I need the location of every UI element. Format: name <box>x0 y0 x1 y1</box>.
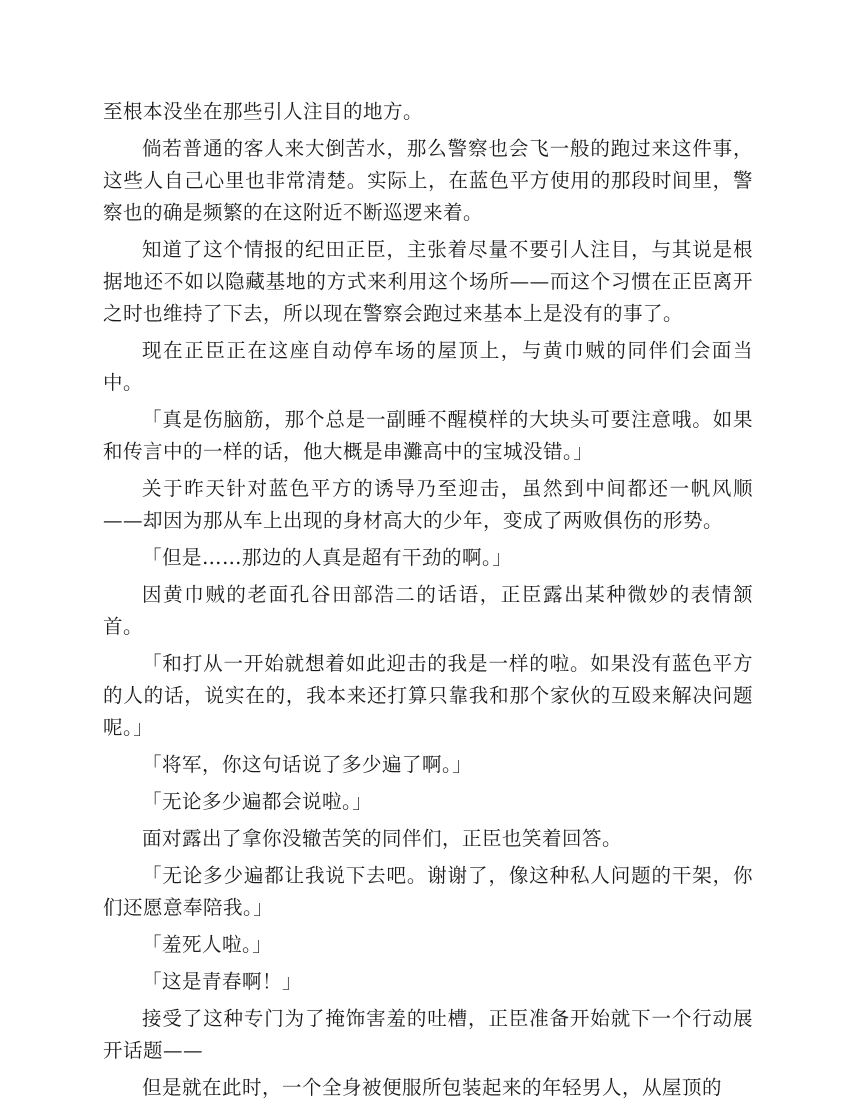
dialogue-paragraph: 「无论多少遍都让我说下去吧。谢谢了，像这种私人问题的干架，你们还愿意奉陪我。」 <box>103 864 753 919</box>
dialogue-paragraph: 「真是伤脑筋，那个总是一副睡不醒模样的大块头可要注意哦。如果和传言中的一样的话，他大概是串灘高中的宝城没错。」 <box>103 408 753 463</box>
paragraph: 知道了这个情报的纪田正臣，主张着尽量不要引人注目，与其说是根据地还不如以隐藏基地的方式来利用这个场所——而这个习惯在正臣离开之时也维持了下去，所以现在警察会跑过来基本上是没有的事了。 <box>103 238 753 325</box>
paragraph: 但是就在此时，一个全身被便服所包装起来的年轻男人，从屋顶的 <box>142 1076 723 1099</box>
paragraph: 关于昨天针对蓝色平方的诱导乃至迎击，虽然到中间都还一帆风顺——却因为那从车上出现的身材高大的少年，变成了两败俱伤的形势。 <box>103 477 753 532</box>
paragraph: 至根本没坐在那些引人注目的地方。 <box>103 100 424 123</box>
paragraph: 面对露出了拿你没辙苦笑的同伴们，正臣也笑着回答。 <box>142 827 623 850</box>
paragraph: 因黄巾贼的老面孔谷田部浩二的话语，正臣露出某种微妙的表情颔首。 <box>103 583 753 638</box>
dialogue-paragraph: 「但是……那边的人真是超有干劲的啊。」 <box>142 546 513 569</box>
paragraph: 接受了这种专门为了掩饰害羞的吐槽，正臣准备开始就下一个行动展开话题—— <box>103 1007 753 1062</box>
body-text <box>103 96 753 1109</box>
dialogue-paragraph: 「无论多少遍都会说啦。」 <box>142 790 373 813</box>
paragraph: 倘若普通的客人来大倒苦水，那么警察也会飞一般的跑过来这件事，这些人自己心里也非常清楚。实际上，在蓝色平方使用的那段时间里，警察也的确是频繁的在这附近不断巡逻来着。 <box>103 137 753 224</box>
dialogue-paragraph: 「这是青春啊！」 <box>142 970 303 993</box>
paragraph: 现在正臣正在这座自动停车场的屋顶上，与黄巾贼的同伴们会面当中。 <box>103 339 753 394</box>
dialogue-paragraph: 「将军，你这句话说了多少遍了啊。」 <box>142 753 473 776</box>
dialogue-paragraph: 「和打从一开始就想着如此迎击的我是一样的啦。如果没有蓝色平方的人的话，说实在的，我本来还打算只靠我和那个家伙的互殴来解决问题呢。」 <box>103 652 753 739</box>
dialogue-paragraph: 「羞死人啦。」 <box>142 933 273 956</box>
